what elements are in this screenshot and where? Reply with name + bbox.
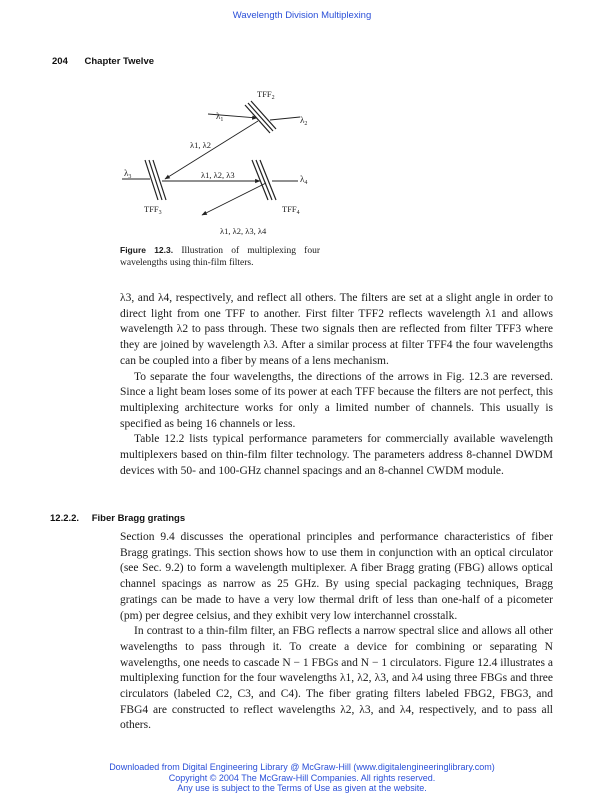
figure-caption-label: Figure 12.3.: [120, 245, 174, 255]
lambda4-label: $\lambda_4$: [300, 174, 308, 186]
paragraph: To separate the four wavelengths, the directions of the arrows in Fig. 12.3 are reversed. Since a light beam loses some of its power at each TFF because the filters are not perfect, this multiplexing architecture works for only a limited number of channels. This usually is specified as being 16 channels or less.: [120, 370, 553, 430]
copyright-notice: Copyright © 2004 The McGraw-Hill Companies. All rights reserved.: [168, 772, 436, 783]
tff4-label: $TFF_4$: [282, 204, 300, 216]
paragraph: λ3, and λ4, respectively, and reflect all others. The filters are set at a slight angle in order to direct light from one TFF to another. First filter TFF2 reflects wavelength λ1 and allows wavelength λ2 to pass through. These two signals then are reflected from filter TFF3 where they are joined by wavelength λ3. After a similar process at filter TFF4 the four wavelengths can be coupled into a fiber by means of a lens mechanism.: [120, 292, 553, 367]
tff3-filter: [145, 160, 166, 200]
page-number: 204: [52, 56, 68, 67]
section-number: 12.2.2.: [50, 513, 80, 524]
body-text-lower: [120, 530, 553, 734]
download-source-link[interactable]: Downloaded from Digital Engineering Library @ McGraw-Hill (www.digitalengineeringlibrary.com): [109, 762, 495, 772]
terms-of-use-link[interactable]: Any use is subject to the Terms of Use as given at the website.: [177, 783, 427, 793]
lambda2-in-line: [270, 117, 300, 120]
paragraph: In contrast to a thin-film filter, an FBG reflects a narrow spectral slice and allows all other wavelengths to pass through it. To create a device for combining or separating N wavelengths, one needs to cascade N − 1 FBGs and N − 1 circulators. Figure 12.4 illustrates a multiplexing function for the four wavelengths λ1, λ2, λ3, and λ4 using three FBGs and three circulators (labeled C2, C3, and C4). The fiber grating filters labeled FBG2, FBG3, and FBG4 are constructed to reflect wavelengths λ2, λ3, and λ4, respectively, and to pass all others.: [120, 625, 553, 732]
figure-caption-text: Illustration of multiplexing four wavelengths using thin-film filters.: [120, 246, 320, 268]
lambda1-label: $\lambda_1$: [216, 111, 224, 123]
paragraph: Table 12.2 lists typical performance parameters for commercially available wavelength multiplexers based on thin-film filter technology. The parameters address 8-channel DWDM devices with 50- and 100-GHz channel spacings and an 8-channel CWDM module.: [120, 433, 553, 477]
paragraph: Section 9.4 discusses the operational principles and performance characteristics of fiber Bragg gratings. This section shows how to use them in conjunction with an optical circulator (see Sec. 9.2) to form a wavelength multiplexer. A fiber Bragg grating (FBG) allows optical channel spacings as narrow as 25 GHz. By using special packaging techniques, Bragg gratings can be made to have a very low thermal drift of less than one-half of a picometer (pm) per degree celsius, and they exhibit very low interchannel crosstalk.: [120, 531, 553, 622]
pair-12-label: λ1, λ2: [190, 140, 211, 150]
figure-12-3-diagram: [110, 85, 340, 240]
tff4-filter: [252, 160, 276, 200]
tff3-label: $TFF_3$: [144, 204, 162, 216]
triple-123-label: λ1, λ2, λ3: [201, 170, 235, 180]
all-1234-arrow: [202, 183, 266, 215]
chapter-title: Chapter Twelve: [84, 56, 155, 67]
tff2-label: $TFF_2$: [257, 89, 275, 101]
section-heading: [50, 513, 185, 524]
lambda3-label: $\lambda_3$: [124, 168, 132, 180]
figure-caption: [120, 244, 320, 269]
all-1234-label: λ1, λ2, λ3, λ4: [220, 226, 267, 236]
book-banner-title: Wavelength Division Multiplexing: [232, 10, 372, 21]
section-title: Fiber Bragg gratings: [91, 513, 186, 524]
running-head: [52, 56, 154, 67]
body-text-upper: [120, 291, 553, 479]
lambda2-label: $\lambda_2$: [300, 115, 308, 127]
footer: [0, 762, 604, 794]
